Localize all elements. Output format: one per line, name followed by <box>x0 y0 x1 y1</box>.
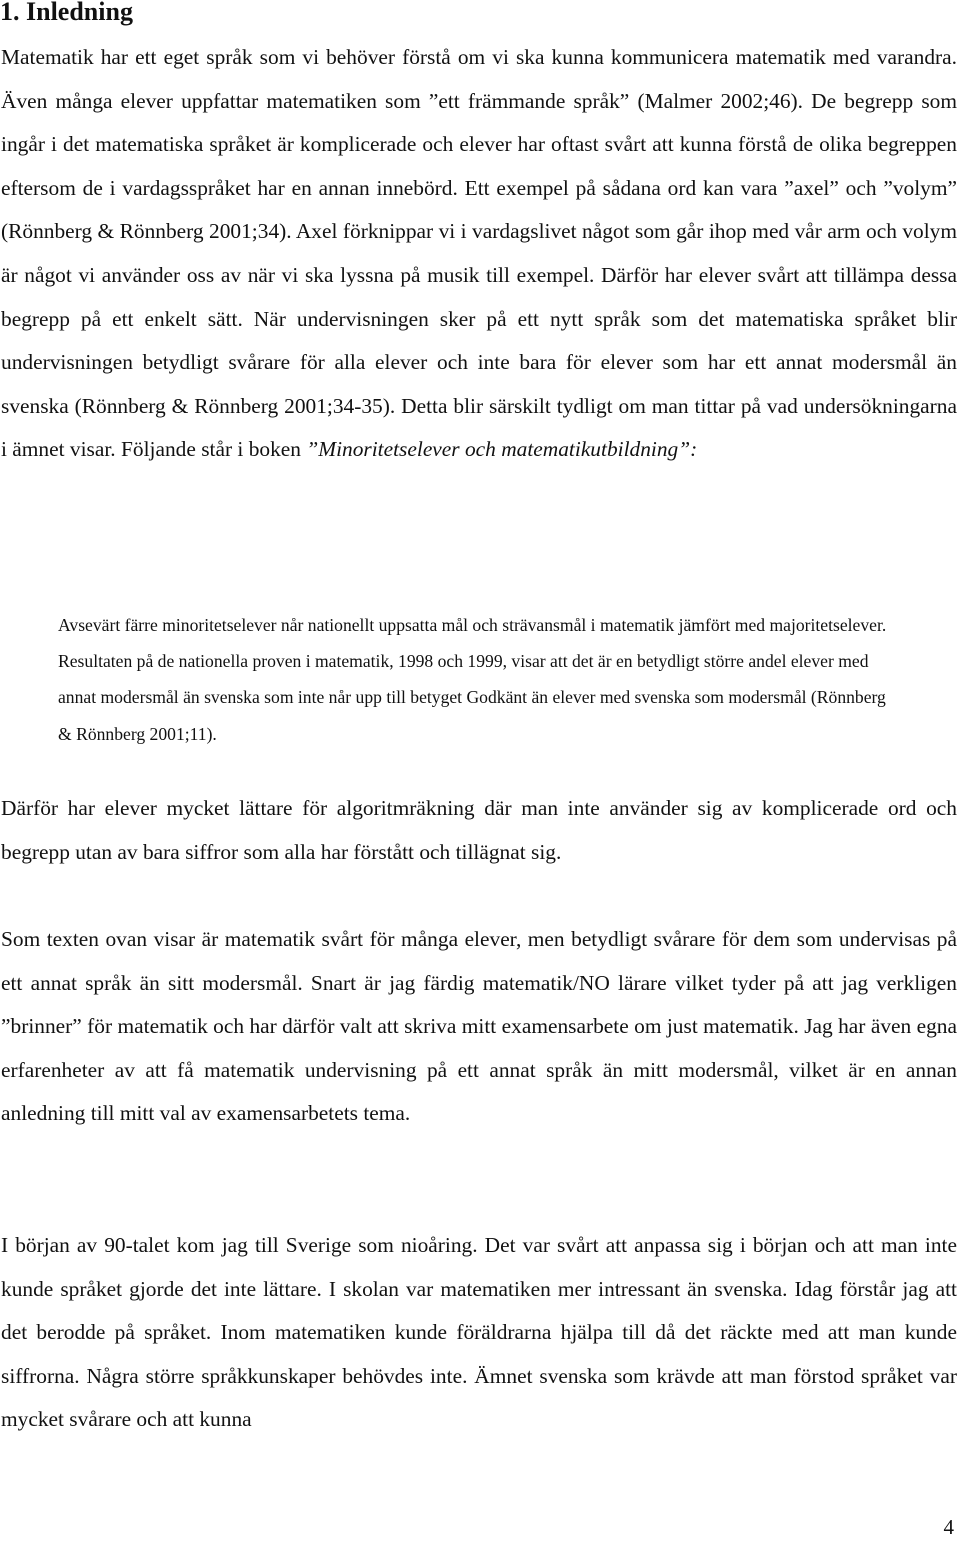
page-number: 4 <box>943 1515 954 1539</box>
block-quote: Avsevärt färre minoritetselever når nationellt uppsatta mål och strävansmål i matematik jämfört med majoritetselever. Resultaten på de nationella proven i matematik, 1998 och 1999, visar att det är en betydligt större andel elever med annat modersmål än svenska som inte når upp till betyget Godkänt än elever med svenska som modersmål (Rönnberg & Rönnberg 2001;11). <box>58 615 887 744</box>
section-heading: 1. Inledning <box>0 0 133 26</box>
intro-paragraph-text: Matematik har ett eget språk som vi behöver förstå om vi ska kunna kommunicera matematik med varandra. Även många elever uppfattar matematiken som ”ett främmande språk” (Malmer 2002;46). De begrepp som ingår i det matematiska språket är komplicerade och elever har oftast svårt att kunna förstå de olika begreppen eftersom de i vardagsspråket har en annan innebörd. Ett exempel på sådana ord kan vara ”axel” och ”volym” (Rönnberg & Rönnberg 2001;34). Axel förknippar vi i vardagslivet något som går ihop med vår arm och volym är något vi använder oss av när vi ska lyssna på musik till exempel. Därför har elever svårt att tillämpa dessa begrepp på ett enkelt sätt. När undervisningen sker på ett nytt språk som det matematiska språket blir undervisningen betydligt svårare för alla elever och inte bara för elever som har ett annat modersmål än svenska (Rönnberg & Rönnberg 2001;34-35). Detta blir särskilt tydligt om man tittar på vad undersökningarna i ämnet visar. Följande står i boken <box>1 45 957 462</box>
algorithm-paragraph: Därför har elever mycket lättare för algoritmräkning där man inte använder sig av komplicerade ord och begrepp utan av bara siffror som alla har förstått och tillägnat sig. <box>1 796 957 864</box>
intro-paragraph <box>1 36 957 472</box>
book-title: ”Minoritetselever och matematikutbildning”: <box>306 437 698 462</box>
background-paragraph: I början av 90-talet kom jag till Sverige som nioåring. Det var svårt att anpassa sig i början och att man inte kunde språket gjorde det inte lättare. I skolan var matematiken mer intressant än svenska. Idag förstår jag att det berodde på språket. Inom matematiken kunde föräldrarna hjälpa till då det räckte med att man kunde siffrorna. Några större språkkunskaper behövdes inte. Ämnet svenska som krävde att man förstod språket var mycket svårare och att kunna <box>1 1233 957 1432</box>
motivation-paragraph: Som texten ovan visar är matematik svårt för många elever, men betydligt svårare för dem som undervisas på ett annat språk än sitt modersmål. Snart är jag färdig matematik/NO lärare vilket tyder på att jag verkligen ”brinner” för matematik och har därför valt att skriva mitt examensarbete om just matematik. Jag har även egna erfarenheter av att få matematik undervisning på ett annat språk än mitt modersmål, vilket är en annan anledning till mitt val av examensarbetets tema. <box>1 927 957 1126</box>
